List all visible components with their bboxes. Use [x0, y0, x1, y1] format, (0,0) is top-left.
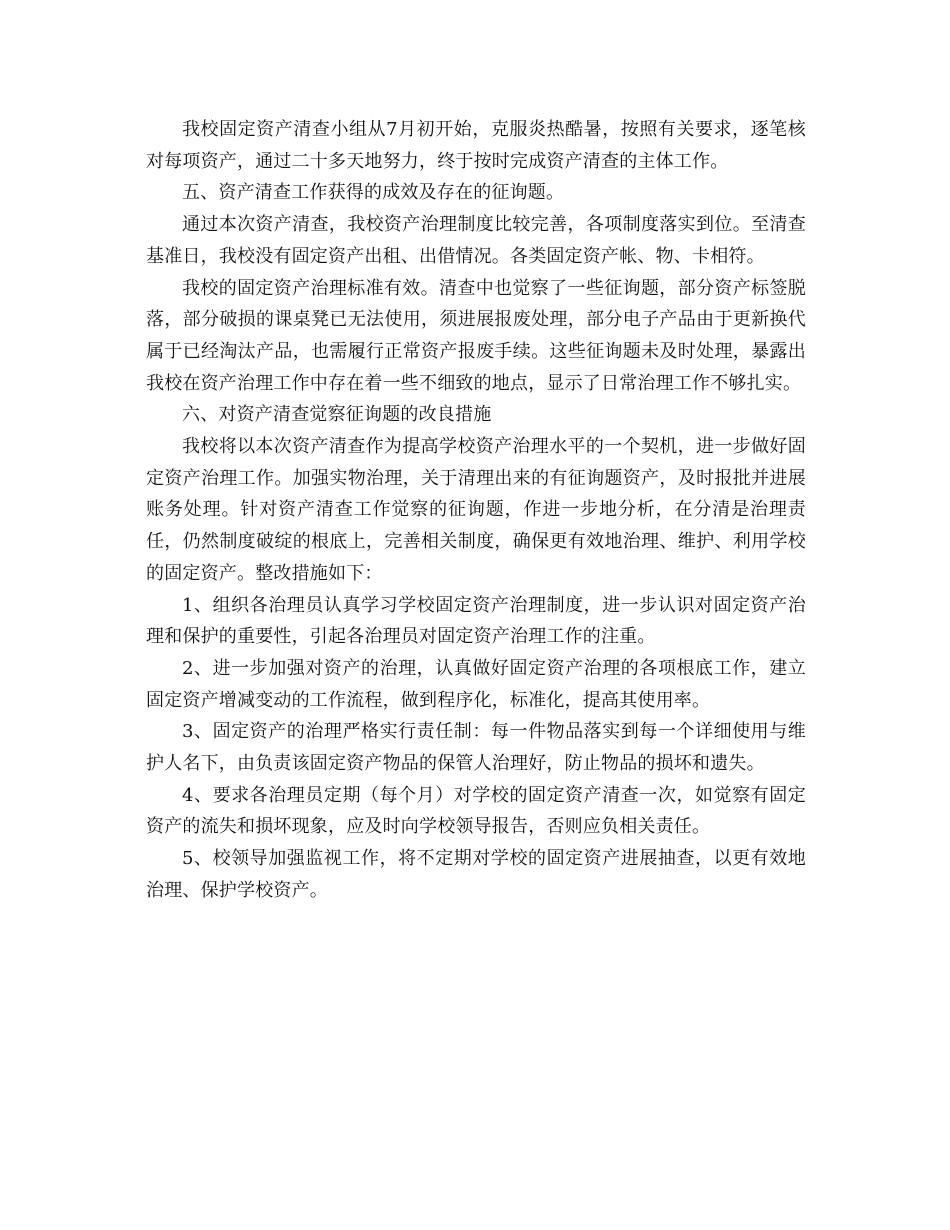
list-item-measure-5: 5、校领导加强监视工作，将不定期对学校的固定资产进展抽查，以更有效地治理、保护学校资产。 [146, 848, 806, 901]
paragraph-problems: 我校的固定资产治理标准有效。清查中也觉察了一些征询题，部分资产标签脱落，部分破损的课桌凳已无法使用，须进展报废处理，部分电子产品由于更新换代属于已经淘汰产品，也需履行正常资产报废手续。这些征询题未及时处理，暴露出我校在资产治理工作中存在着一些不细致的地点，显示了日常治理工作不够扎实。 [146, 277, 806, 394]
section-heading-five: 五、资产清查工作获得的成效及存在的征询题。 [182, 182, 565, 204]
list-item-measure-4: 4、要求各治理员定期（每个月）对学校的固定资产清查一次，如觉察有固定资产的流失和损坏现象，应及时向学校领导报告，否则应负相关责任。 [146, 784, 806, 838]
document-body [146, 114, 806, 907]
list-item-measure-1: 1、组织各治理员认真学习学校固定资产治理制度，进一步认识对固定资产治理和保护的重要性，引起各治理员对固定资产治理工作的注重。 [146, 594, 806, 648]
paragraph-intro: 我校固定资产清查小组从7月初开始，克服炎热酷暑，按照有关要求，逐笔核对每项资产，通过二十多天地努力，终于按时完成资产清查的主体工作。 [146, 119, 806, 172]
list-item-measure-3: 3、固定资产的治理严格实行责任制：每一件物品落实到每一个详细使用与维护人名下，由负责该固定资产物品的保管人治理好，防止物品的损坏和遗失。 [146, 721, 806, 775]
section-heading-six: 六、对资产清查觉察征询题的改良措施 [182, 404, 492, 426]
list-item-measure-2: 2、进一步加强对资产的治理，认真做好固定资产治理的各项根底工作，建立固定资产增减变动的工作流程，做到程序化，标准化，提高其使用率。 [146, 657, 806, 711]
paragraph-results: 通过本次资产清查，我校资产治理制度比较完善，各项制度落实到位。至清查基准日，我校没有固定资产出租、出借情况。各类固定资产帐、物、卡相符。 [146, 214, 806, 267]
paragraph-improvement: 我校将以本次资产清查作为提高学校资产治理水平的一个契机，进一步做好固定资产治理工作。加强实物治理，关于清理出来的有征询题资产，及时报批并进展账务处理。针对资产清查工作觉察的征询题，作进一步地分析，在分清是治理责任，仍然制度破绽的根底上，完善相关制度，确保更有效地治理、维护、利用学校的固定资产。整改措施如下： [146, 436, 806, 584]
